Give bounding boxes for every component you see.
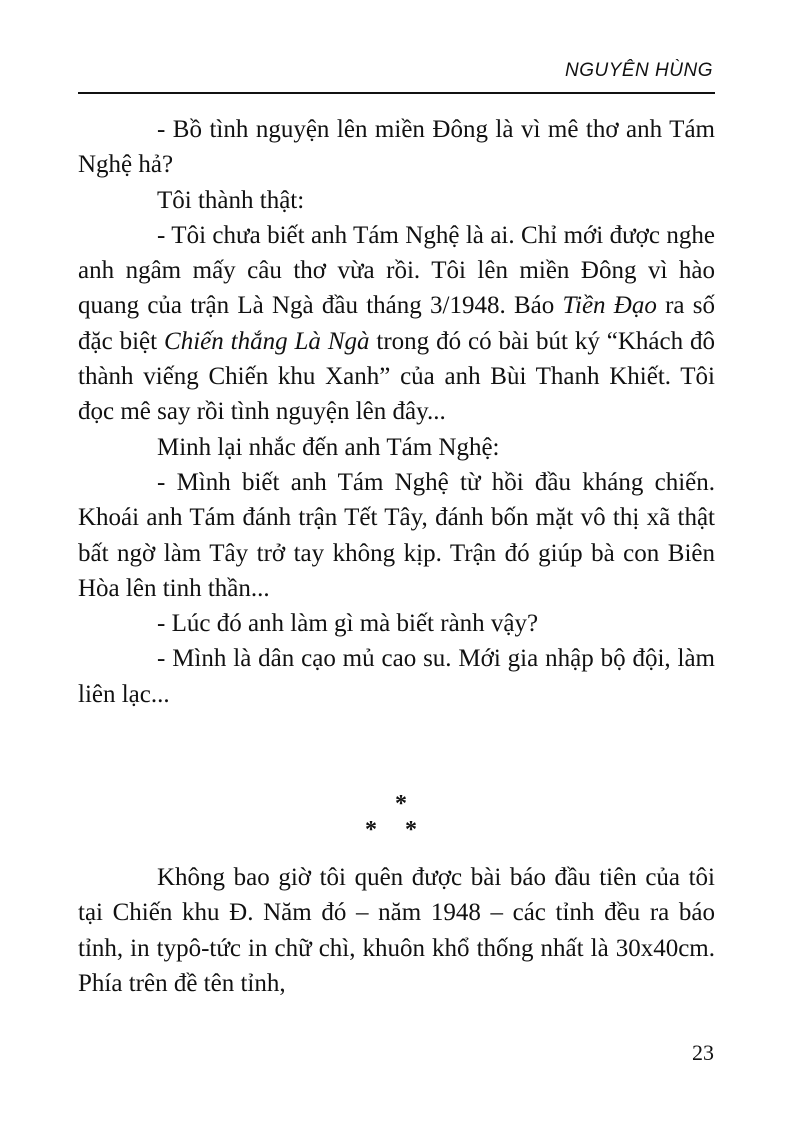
paragraph-8: Không bao giờ tôi quên được bài báo đầu tiên của tôi tại Chiến khu Đ. Năm đó – năm 1948 – các tỉnh đều ra báo tỉnh, in typô-tức in chữ chì, khuôn khổ thống nhất là 30x40cm. Phía trên đề tên tỉnh, — [78, 864, 715, 997]
section-separator-top: * — [395, 791, 407, 817]
paragraph-4: Minh lại nhắc đến anh Tám Nghệ: — [157, 433, 500, 461]
newspaper-name: Tiền Đạo — [562, 292, 657, 320]
paragraph-7: - Mình là dân cạo mủ cao su. Mới gia nhập bộ đội, làm liên lạc... — [78, 645, 715, 708]
paragraph-6: - Lúc đó anh làm gì mà biết rành vậy? — [157, 610, 539, 638]
section-separator-bottom: * * — [365, 817, 417, 843]
special-issue-title: Chiến thắng Là Ngà — [164, 327, 370, 355]
paragraph-1: - Bồ tình nguyện lên miền Đông là vì mê thơ anh Tám Nghệ hả? — [78, 116, 715, 179]
paragraph-3-mid: ra số đặc biệt — [78, 292, 715, 355]
paragraph-3 — [78, 218, 715, 430]
main-text-block — [78, 112, 715, 712]
paragraph-2: Tôi thành thật: — [157, 186, 305, 214]
second-text-block — [78, 860, 715, 1001]
page-number: 23 — [692, 1040, 714, 1065]
paragraph-3-start: - Tôi chưa biết anh Tám Nghệ là ai. Chỉ mới được nghe anh ngâm mấy câu thơ vừa rồi. Tôi lên miền Đông vì hào quang của trận Là Ngà đầu tháng 3/1948. Báo — [78, 221, 715, 320]
paragraph-3-end: trong đó có bài bút ký “Khách đô thành viếng Chiến khu Xanh” của anh Bùi Thanh Khiết. Tôi đọc mê say rồi tình nguyện lên đây... — [78, 327, 715, 426]
paragraph-5: - Mình biết anh Tám Nghệ từ hồi đầu kháng chiến. Khoái anh Tám đánh trận Tết Tây, đánh bốn mặt vô thị xã thật bất ngờ làm Tây trở tay không kịp. Trận đó giúp bà con Biên Hòa lên tinh thần... — [78, 468, 715, 602]
running-head-author: NGUYÊN HÙNG — [564, 60, 713, 81]
header-rule — [78, 92, 715, 94]
